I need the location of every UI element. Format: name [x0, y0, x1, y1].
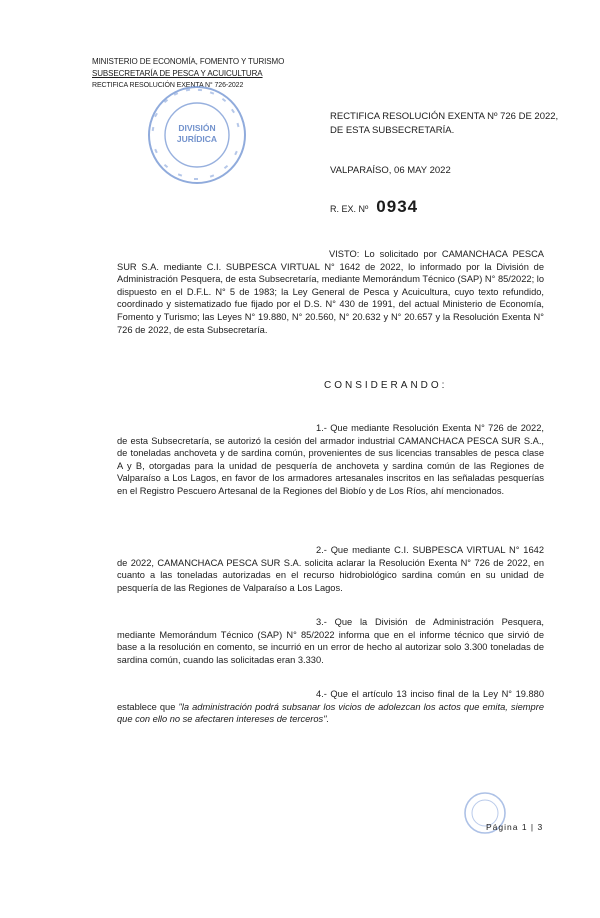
item-2-lead: 2.- Que mediante C.I. SUBPESCA VIRTUAL N° 1642 — [316, 545, 544, 555]
seal-line-2: JURÍDICA — [176, 134, 218, 144]
visto-text: Lo solicitado por CAMANCHACA PESCA SUR S.A. mediante C.I. SUBPESCA VIRTUAL N° 1642 de 2022, lo informado por la División de Administración Pesquera, de esta Subsecretaría, mediante Memorándum Técnico (SAP) N° 85/2022; lo dispuesto en el D.F.L. N° 5 de 1983; la Ley General de Pesca y Acuicultura, cuyo texto refundido, coordinado y sistematizado fue fijado por el D.S. N° 430 de 1991, del actual Ministerio de Economía, Fomento y Turismo; las Leyes N° 19.880, N° 20.560, N° 20.632 y N° 20.657 y la Resolución Exenta N° 726 de 2022, de esta Subsecretaría. — [117, 249, 544, 335]
resolution-number-label: R. EX. Nº — [330, 204, 369, 214]
considerando-item-4 — [117, 688, 544, 726]
resolution-number-value: 0934 — [376, 197, 419, 216]
item-4-text-before: establece que — [117, 701, 179, 712]
item-4-quote: "la administración podrá subsanar los vicios de adolezcan los actos que emita, siempre que con ello no se afectaren intereses de terceros". — [117, 701, 544, 725]
resolution-number — [330, 197, 419, 216]
ministry-name: MINISTERIO DE ECONOMÍA, FOMENTO Y TURISMO — [92, 57, 285, 66]
considerando-item-1 — [117, 422, 544, 498]
item-2-text: de 2022, CAMANCHACA PESCA SUR S.A. solicita aclarar la Resolución Exenta N° 726 de 2022, en cuanto a las toneladas autorizadas en el recurso hidrobiológico sardina común en su unidad de pesquería de las Regiones de Valparaíso a Los Lagos. — [117, 557, 544, 593]
item-1-lead: 1.- Que mediante Resolución Exenta N° 726 de — [316, 423, 518, 433]
visto-lead: VISTO: — [329, 249, 360, 259]
document-subject: RECTIFICA RESOLUCIÓN EXENTA Nº 726 DE 2022, DE ESTA SUBSECRETARÍA. — [330, 111, 559, 136]
undersecretariat-name: SUBSECRETARÍA DE PESCA Y ACUICULTURA — [92, 69, 263, 78]
item-4-lead: 4.- Que el artículo 13 inciso final de la Ley N° 19.880 — [316, 689, 544, 699]
resolution-reference: RECTIFICA RESOLUCIÓN EXENTA N° 726-2022 — [92, 82, 244, 89]
considerando-heading: CONSIDERANDO: — [324, 380, 448, 391]
considerando-item-3 — [117, 616, 544, 666]
considerando-item-2 — [117, 544, 544, 594]
seal-line-1: DIVISIÓN — [178, 123, 216, 133]
place-and-date: VALPARAÍSO, 06 MAY 2022 — [330, 165, 451, 176]
item-3-text: mediante Memorándum Técnico (SAP) N° 85/2022 informa que en el informe técnico que sirvió de base a la resolución en comento, se incurrió en un error de hecho al autorizar solo 3.300 toneladas de sardina común, cuando las solicitadas eran 3.330. — [117, 629, 544, 665]
visto-paragraph — [117, 248, 544, 336]
item-1-text: 2022, de esta Subsecretaría, se autorizó la cesión del armador industrial CAMANCHACA PESCA SUR S.A., de toneladas anchoveta y de sardina común, provenientes de sus licencias transables de pesca clase A y B, otorgadas para la unidad de pesquería de anchoveta y sardina común de las Regiones de Valparaíso a Los Lagos, en favor de los armadores artesanales inscritos en las señaladas pesquerías en el Registro Pescuero Artesanal de la Regiones del Biobío y de Los Ríos, ahí mencionados. — [117, 423, 544, 496]
item-3-lead: 3.- Que la División de Administración Pesquera, — [316, 617, 544, 627]
page-number: Página 1 | 3 — [486, 822, 544, 832]
seal-center-text — [168, 123, 226, 145]
